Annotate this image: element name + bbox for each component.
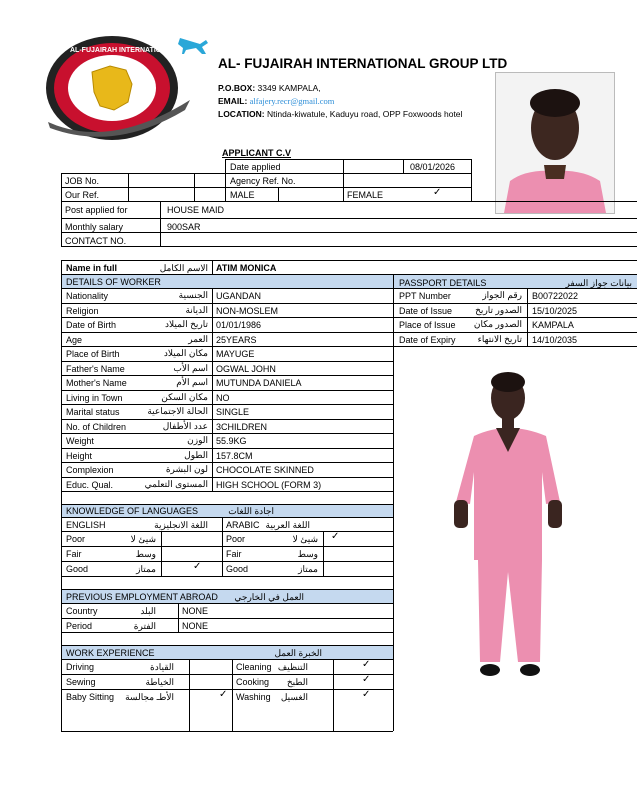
email-label: EMAIL: <box>218 96 248 106</box>
detail-label: Father's Name <box>66 363 125 374</box>
detail-value: 55.9KG <box>216 436 247 446</box>
experience-skill-check: ✓ <box>362 689 371 700</box>
english-level-label: Fair <box>66 549 82 559</box>
experience-skill-label-ar: الطبخ <box>286 677 308 687</box>
detail-label-ar: اسم الأب <box>173 362 208 373</box>
passport-label: Date of Expiry <box>399 334 456 345</box>
detail-label: Weight <box>66 436 94 446</box>
detail-row-line <box>61 303 393 304</box>
detail-label-ar: الوزن <box>187 435 208 445</box>
detail-value: CHOCOLATE SKINNED <box>216 465 314 475</box>
name-label: Name in full <box>66 263 118 273</box>
detail-value: HIGH SCHOOL (FORM 3) <box>216 479 322 490</box>
detail-row-line <box>61 346 393 347</box>
experience-skill-label: Sewing <box>66 677 96 687</box>
detail-label-ar: مكان السكن <box>161 391 208 402</box>
experience-title: WORK EXPERIENCE <box>66 648 155 658</box>
company-name: AL- FUJAIRAH INTERNATIONAL GROUP LTD <box>218 56 508 71</box>
detail-value: 01/01/1986 <box>216 320 262 330</box>
detail-label: Living in Town <box>66 392 123 403</box>
detail-value: 3CHILDREN <box>216 421 268 432</box>
company-location <box>218 108 462 120</box>
passport-label: PPT Number <box>399 291 451 301</box>
passport-label-ar: تاريخ الانتهاء <box>477 333 522 344</box>
passport-label: Date of Issue <box>399 305 453 316</box>
experience-title-ar: الخبرة العمل <box>274 648 322 658</box>
post-applied-label: Post applied for <box>65 205 128 215</box>
detail-label: Complexion <box>66 465 114 475</box>
employment-title-ar: العمل في الخارجي <box>234 592 304 602</box>
detail-row-line <box>61 419 393 420</box>
detail-row-line <box>61 361 393 362</box>
detail-row-line <box>61 332 393 333</box>
detail-label-ar: اسم الأم <box>176 377 208 387</box>
passport-label-ar: الصدور تاريخ <box>475 304 522 315</box>
detail-label-ar: تاريخ الميلاد <box>165 319 208 329</box>
detail-label-ar: الديانة <box>185 304 208 315</box>
experience-skill-check: ✓ <box>362 674 371 685</box>
passport-value: B00722022 <box>532 291 579 301</box>
our-ref-label: Our Ref. <box>65 190 100 200</box>
date-applied-label: Date applied <box>230 162 281 172</box>
detail-row-line <box>61 462 393 463</box>
agency-ref-label: Agency Ref. No. <box>230 176 296 186</box>
english-label: ENGLISH <box>66 520 106 530</box>
arabic-level-check: ✓ <box>331 531 340 542</box>
languages-title-ar: اجادة اللغات <box>228 506 274 516</box>
detail-label: Mother's Name <box>66 378 127 388</box>
detail-label-ar: لون البشرة <box>165 464 208 474</box>
location-value: Ntinda-kiwatule, Kaduyu road, OPP Foxwoods hotel <box>266 109 463 119</box>
contact-label: CONTACT NO. <box>65 236 127 246</box>
detail-row-line <box>61 433 393 434</box>
full-body-photo <box>450 372 570 688</box>
name-value: ATIM MONICA <box>216 263 277 273</box>
detail-label: No. of Children <box>66 421 127 432</box>
experience-skill-label: Cooking <box>236 677 270 687</box>
detail-label-ar: الجنسية <box>178 290 208 300</box>
detail-label: Religion <box>66 305 99 316</box>
passport-label: Place of Issue <box>399 320 456 330</box>
pobox-label: P.O.BOX: <box>218 83 256 93</box>
date-applied-value: 08/01/2026 <box>410 162 456 172</box>
detail-value: NON-MOSLEM <box>216 305 279 316</box>
detail-label: Educ. Qual. <box>66 479 114 490</box>
passport-label-ar: الصدور مكان <box>473 319 522 329</box>
male-label: MALE <box>230 190 255 200</box>
post-applied-value: HOUSE MAID <box>167 205 225 215</box>
salary-value: 900SAR <box>167 222 201 232</box>
pobox-value: 3349 KAMPALA, <box>257 83 321 93</box>
detail-value: 157.8CM <box>216 450 253 461</box>
passport-label-ar: رقم الجواز <box>482 290 522 300</box>
english-level-label: Good <box>66 564 89 574</box>
location-label: LOCATION: <box>218 109 265 119</box>
detail-row-line <box>61 477 393 478</box>
detail-label: Place of Birth <box>66 349 120 359</box>
period-label: Period <box>66 621 93 631</box>
detail-label: Nationality <box>66 291 109 301</box>
detail-value: UGANDAN <box>216 291 262 301</box>
details-title: DETAILS OF WORKER <box>66 277 161 287</box>
portrait-photo <box>495 72 615 214</box>
country-value: NONE <box>182 606 209 616</box>
detail-label-ar: المستوى التعلمي <box>144 478 208 489</box>
email-link[interactable]: alfajery.recr@gmail.com <box>249 96 335 106</box>
cv-title: APPLICANT C.V <box>222 148 292 158</box>
detail-label: Marital status <box>66 407 120 417</box>
passport-value: 14/10/2035 <box>532 334 578 345</box>
experience-skill-check: ✓ <box>219 689 228 700</box>
detail-label-ar: الحالة الاجتماعية <box>147 406 208 416</box>
passport-value: 15/10/2025 <box>532 305 578 316</box>
english-level-label-ar: ممتاز <box>136 564 156 574</box>
english-level-check: ✓ <box>193 561 202 572</box>
detail-value: SINGLE <box>216 407 250 417</box>
detail-label: Date of Birth <box>66 320 117 330</box>
experience-skill-label-ar: التنظيف <box>277 662 308 672</box>
detail-row-line <box>61 448 393 449</box>
detail-label: Height <box>66 450 93 461</box>
employment-title: PREVIOUS EMPLOYMENT ABROAD <box>66 592 218 602</box>
company-pobox <box>218 82 321 94</box>
arabic-label: ARABIC <box>226 520 260 530</box>
experience-skill-label-ar: الأطـ مجالسة <box>125 692 174 702</box>
languages-title: KNOWLEDGE OF LANGUAGES <box>66 506 199 516</box>
passport-title: PASSPORT DETAILS <box>399 278 487 288</box>
english-level-label: Poor <box>66 534 86 544</box>
experience-skill-check: ✓ <box>362 659 371 670</box>
arabic-level-label-ar: وسط <box>297 549 318 559</box>
company-logo <box>40 30 210 150</box>
english-level-label-ar: شيئ لا <box>130 534 156 544</box>
experience-skill-label: Washing <box>236 692 271 702</box>
detail-row-line <box>61 390 393 391</box>
experience-skill-label: Cleaning <box>236 662 272 672</box>
detail-value: MUTUNDA DANIELA <box>216 378 302 388</box>
company-email <box>218 95 334 107</box>
detail-label: Age <box>66 334 83 345</box>
detail-value: OGWAL JOHN <box>216 363 276 374</box>
passport-title-ar: بيانات جواز السفر <box>565 278 632 288</box>
arabic-level-label: Poor <box>226 534 246 544</box>
arabic-label-ar: اللغة العربية <box>265 520 310 530</box>
detail-value: MAYUGE <box>216 349 255 359</box>
female-check: ✓ <box>433 187 442 198</box>
arabic-level-label-ar: شيئ لا <box>292 534 318 544</box>
name-label-ar: الاسم الكامل <box>159 263 208 273</box>
job-no-label: JOB No. <box>65 176 100 186</box>
detail-row-line <box>61 404 393 405</box>
period-value: NONE <box>182 621 209 631</box>
country-label-ar: البلد <box>140 606 156 616</box>
detail-value: 25YEARS <box>216 334 257 345</box>
salary-label: Monthly salary <box>65 222 124 232</box>
english-label-ar: اللغة الانجليزية <box>154 520 208 530</box>
experience-skill-label-ar: القيادة <box>150 662 174 672</box>
detail-label-ar: الطول <box>184 449 208 460</box>
experience-skill-label: Driving <box>66 662 95 672</box>
experience-skill-label-ar: الخياطة <box>145 677 174 687</box>
experience-skill-label-ar: الغسيل <box>280 692 308 702</box>
female-label: FEMALE <box>347 190 384 200</box>
passport-row-line <box>393 346 637 347</box>
detail-row-line <box>61 317 393 318</box>
detail-row-line <box>61 375 393 376</box>
arabic-level-label-ar: ممتاز <box>298 564 318 574</box>
detail-value: NO <box>216 392 230 403</box>
english-level-label-ar: وسط <box>135 549 156 559</box>
arabic-level-label: Good <box>226 564 249 574</box>
period-label-ar: الفترة <box>133 621 156 631</box>
detail-label-ar: العمر <box>188 333 208 344</box>
detail-row-line <box>61 491 393 492</box>
svg-text:AL-FUJAIRAH INTERNATIONAL: AL-FUJAIRAH INTERNATIONAL <box>70 47 176 54</box>
passport-value: KAMPALA <box>532 320 574 330</box>
detail-label-ar: مكان الميلاد <box>163 348 208 358</box>
detail-label-ar: عدد الأطفال <box>162 420 208 431</box>
arabic-level-label: Fair <box>226 549 242 559</box>
country-label: Country <box>66 606 98 616</box>
experience-skill-label: Baby Sitting <box>66 692 115 702</box>
